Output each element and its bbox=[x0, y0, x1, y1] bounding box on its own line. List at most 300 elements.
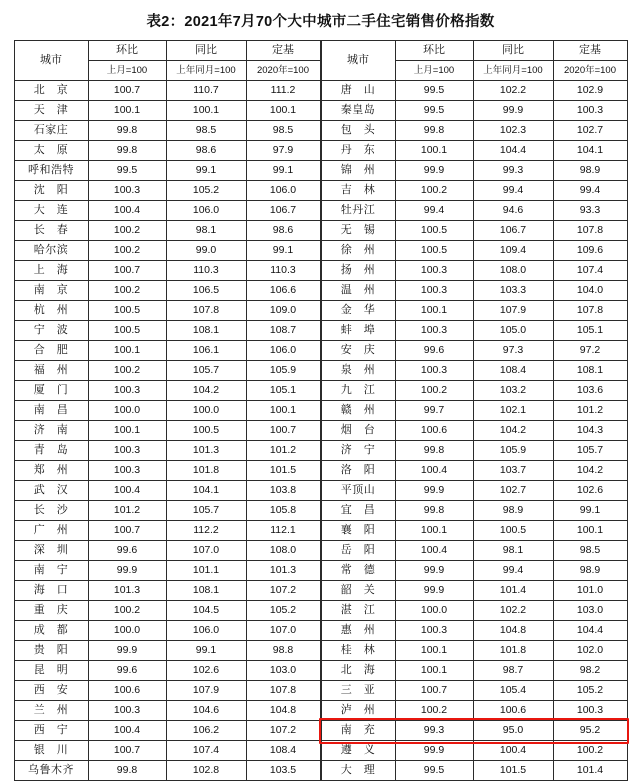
table-row bbox=[321, 101, 627, 121]
cell-fixed: 103.6 bbox=[553, 381, 627, 401]
cell-mom: 100.3 bbox=[395, 621, 473, 641]
table-row bbox=[321, 601, 627, 621]
cell-city: 南 充 bbox=[321, 721, 395, 741]
cell-fixed: 101.3 bbox=[246, 561, 320, 581]
cell-city: 温 州 bbox=[321, 281, 395, 301]
cell-mom: 100.5 bbox=[395, 221, 473, 241]
table-row bbox=[14, 141, 320, 161]
table-row bbox=[321, 81, 627, 101]
cell-fixed: 102.9 bbox=[553, 81, 627, 101]
table-row bbox=[321, 181, 627, 201]
cell-yoy: 110.7 bbox=[166, 81, 246, 101]
table-row bbox=[14, 621, 320, 641]
cell-mom: 100.3 bbox=[88, 441, 166, 461]
cell-city: 安 庆 bbox=[321, 341, 395, 361]
header-sub-mom-left: 上月=100 bbox=[88, 61, 166, 81]
cell-city: 湛 江 bbox=[321, 601, 395, 621]
cell-fixed: 107.4 bbox=[553, 261, 627, 281]
cell-fixed: 100.1 bbox=[246, 101, 320, 121]
table-head-left bbox=[14, 41, 320, 81]
table-row bbox=[321, 721, 627, 741]
cell-fixed: 99.1 bbox=[246, 161, 320, 181]
table-row bbox=[321, 441, 627, 461]
cell-city: 常 德 bbox=[321, 561, 395, 581]
cell-fixed: 103.8 bbox=[246, 481, 320, 501]
cell-fixed: 99.1 bbox=[553, 501, 627, 521]
cell-mom: 100.2 bbox=[88, 601, 166, 621]
cell-fixed: 97.9 bbox=[246, 141, 320, 161]
cell-yoy: 98.9 bbox=[473, 501, 553, 521]
cell-mom: 99.9 bbox=[395, 581, 473, 601]
cell-mom: 100.5 bbox=[88, 301, 166, 321]
cell-mom: 100.7 bbox=[88, 81, 166, 101]
cell-fixed: 98.8 bbox=[246, 641, 320, 661]
cell-mom: 100.1 bbox=[88, 101, 166, 121]
cell-yoy: 102.8 bbox=[166, 761, 246, 781]
cell-city: 武 汉 bbox=[14, 481, 88, 501]
cell-yoy: 102.2 bbox=[473, 81, 553, 101]
table-row bbox=[14, 301, 320, 321]
header-group-fixed-right: 定基 bbox=[553, 41, 627, 61]
cell-fixed: 103.5 bbox=[246, 761, 320, 781]
table-row bbox=[321, 561, 627, 581]
cell-fixed: 100.3 bbox=[553, 101, 627, 121]
cell-yoy: 102.6 bbox=[166, 661, 246, 681]
cell-city: 上 海 bbox=[14, 261, 88, 281]
cell-fixed: 106.6 bbox=[246, 281, 320, 301]
table-row bbox=[321, 141, 627, 161]
table-row bbox=[14, 701, 320, 721]
cell-city: 北 海 bbox=[321, 661, 395, 681]
cell-fixed: 99.1 bbox=[246, 241, 320, 261]
cell-city: 杭 州 bbox=[14, 301, 88, 321]
cell-yoy: 99.3 bbox=[473, 161, 553, 181]
cell-mom: 100.1 bbox=[395, 141, 473, 161]
table-row bbox=[321, 681, 627, 701]
cell-yoy: 105.4 bbox=[473, 681, 553, 701]
cell-yoy: 104.8 bbox=[473, 621, 553, 641]
cell-yoy: 97.3 bbox=[473, 341, 553, 361]
table-row bbox=[321, 321, 627, 341]
cell-city: 西 宁 bbox=[14, 721, 88, 741]
cell-mom: 100.1 bbox=[395, 641, 473, 661]
cell-mom: 100.7 bbox=[88, 261, 166, 281]
table-row bbox=[321, 241, 627, 261]
cell-yoy: 101.3 bbox=[166, 441, 246, 461]
cell-fixed: 93.3 bbox=[553, 201, 627, 221]
cell-fixed: 102.6 bbox=[553, 481, 627, 501]
table-row bbox=[321, 421, 627, 441]
cell-fixed: 101.2 bbox=[553, 401, 627, 421]
cell-mom: 99.9 bbox=[395, 481, 473, 501]
cell-city: 北 京 bbox=[14, 81, 88, 101]
cell-fixed: 101.4 bbox=[553, 761, 627, 781]
cell-yoy: 104.1 bbox=[166, 481, 246, 501]
cell-fixed: 107.0 bbox=[246, 621, 320, 641]
cell-city: 唐 山 bbox=[321, 81, 395, 101]
cell-city: 厦 门 bbox=[14, 381, 88, 401]
cell-fixed: 98.5 bbox=[553, 541, 627, 561]
cell-yoy: 108.1 bbox=[166, 581, 246, 601]
cell-fixed: 101.0 bbox=[553, 581, 627, 601]
cell-yoy: 108.0 bbox=[473, 261, 553, 281]
cell-yoy: 99.4 bbox=[473, 181, 553, 201]
price-index-table-left bbox=[14, 40, 321, 781]
cell-city: 海 口 bbox=[14, 581, 88, 601]
cell-mom: 100.3 bbox=[88, 461, 166, 481]
cell-yoy: 108.1 bbox=[166, 321, 246, 341]
cell-city: 南 宁 bbox=[14, 561, 88, 581]
cell-yoy: 112.2 bbox=[166, 521, 246, 541]
cell-mom: 101.2 bbox=[88, 501, 166, 521]
cell-mom: 100.1 bbox=[395, 521, 473, 541]
cell-fixed: 104.1 bbox=[553, 141, 627, 161]
table-row bbox=[321, 661, 627, 681]
cell-mom: 100.3 bbox=[395, 361, 473, 381]
table-row bbox=[14, 601, 320, 621]
cell-city: 牡丹江 bbox=[321, 201, 395, 221]
cell-mom: 100.5 bbox=[395, 241, 473, 261]
table-row bbox=[14, 381, 320, 401]
cell-yoy: 98.5 bbox=[166, 121, 246, 141]
table-row bbox=[14, 521, 320, 541]
cell-yoy: 106.0 bbox=[166, 621, 246, 641]
cell-fixed: 98.6 bbox=[246, 221, 320, 241]
table-row bbox=[321, 281, 627, 301]
cell-fixed: 100.7 bbox=[246, 421, 320, 441]
cell-yoy: 106.5 bbox=[166, 281, 246, 301]
cell-yoy: 98.1 bbox=[473, 541, 553, 561]
table-row bbox=[321, 301, 627, 321]
cell-city: 桂 林 bbox=[321, 641, 395, 661]
cell-fixed: 105.2 bbox=[246, 601, 320, 621]
cell-mom: 99.9 bbox=[395, 161, 473, 181]
cell-fixed: 101.2 bbox=[246, 441, 320, 461]
table-row bbox=[321, 381, 627, 401]
cell-mom: 99.9 bbox=[395, 561, 473, 581]
cell-fixed: 102.7 bbox=[553, 121, 627, 141]
cell-city: 金 华 bbox=[321, 301, 395, 321]
table-row bbox=[14, 401, 320, 421]
header-city-left: 城市 bbox=[14, 41, 88, 81]
cell-fixed: 101.5 bbox=[246, 461, 320, 481]
cell-yoy: 101.5 bbox=[473, 761, 553, 781]
header-group-yoy-left: 同比 bbox=[166, 41, 246, 61]
cell-yoy: 99.1 bbox=[166, 641, 246, 661]
cell-yoy: 98.6 bbox=[166, 141, 246, 161]
table-row bbox=[14, 361, 320, 381]
cell-mom: 99.5 bbox=[88, 161, 166, 181]
header-sub-fixed-left: 2020年=100 bbox=[246, 61, 320, 81]
cell-mom: 100.0 bbox=[395, 601, 473, 621]
table-row bbox=[14, 201, 320, 221]
cell-fixed: 108.0 bbox=[246, 541, 320, 561]
cell-city: 成 都 bbox=[14, 621, 88, 641]
cell-yoy: 104.5 bbox=[166, 601, 246, 621]
cell-fixed: 98.2 bbox=[553, 661, 627, 681]
cell-city: 蚌 埠 bbox=[321, 321, 395, 341]
cell-mom: 100.2 bbox=[88, 281, 166, 301]
cell-city: 呼和浩特 bbox=[14, 161, 88, 181]
cell-yoy: 100.5 bbox=[473, 521, 553, 541]
table-row bbox=[321, 401, 627, 421]
cell-yoy: 105.9 bbox=[473, 441, 553, 461]
header-group-mom-left: 环比 bbox=[88, 41, 166, 61]
cell-city: 包 头 bbox=[321, 121, 395, 141]
cell-fixed: 104.4 bbox=[553, 621, 627, 641]
cell-city: 大 理 bbox=[321, 761, 395, 781]
cell-city: 合 肥 bbox=[14, 341, 88, 361]
table-row bbox=[14, 321, 320, 341]
cell-city: 大 连 bbox=[14, 201, 88, 221]
cell-city: 贵 阳 bbox=[14, 641, 88, 661]
table-row bbox=[321, 461, 627, 481]
table-row bbox=[14, 441, 320, 461]
cell-city: 泉 州 bbox=[321, 361, 395, 381]
cell-city: 济 宁 bbox=[321, 441, 395, 461]
cell-city: 福 州 bbox=[14, 361, 88, 381]
cell-fixed: 107.8 bbox=[553, 221, 627, 241]
cell-mom: 99.4 bbox=[395, 201, 473, 221]
header-group-mom-right: 环比 bbox=[395, 41, 473, 61]
cell-mom: 100.4 bbox=[88, 481, 166, 501]
cell-mom: 100.1 bbox=[88, 421, 166, 441]
table-row bbox=[321, 541, 627, 561]
cell-mom: 99.5 bbox=[395, 81, 473, 101]
table-row bbox=[14, 101, 320, 121]
cell-city: 哈尔滨 bbox=[14, 241, 88, 261]
cell-mom: 99.6 bbox=[395, 341, 473, 361]
table-row bbox=[321, 361, 627, 381]
cell-yoy: 102.1 bbox=[473, 401, 553, 421]
table-row bbox=[321, 521, 627, 541]
cell-mom: 101.3 bbox=[88, 581, 166, 601]
cell-mom: 99.5 bbox=[395, 761, 473, 781]
table-row bbox=[14, 481, 320, 501]
cell-yoy: 107.8 bbox=[166, 301, 246, 321]
cell-yoy: 105.7 bbox=[166, 501, 246, 521]
cell-yoy: 101.8 bbox=[166, 461, 246, 481]
cell-fixed: 105.7 bbox=[553, 441, 627, 461]
table-row bbox=[14, 501, 320, 521]
cell-fixed: 100.2 bbox=[553, 741, 627, 761]
header-sub-fixed-right: 2020年=100 bbox=[553, 61, 627, 81]
cell-mom: 99.9 bbox=[88, 561, 166, 581]
cell-mom: 99.8 bbox=[395, 501, 473, 521]
cell-yoy: 102.2 bbox=[473, 601, 553, 621]
table-row bbox=[321, 221, 627, 241]
header-group-yoy-right: 同比 bbox=[473, 41, 553, 61]
cell-city: 银 川 bbox=[14, 741, 88, 761]
cell-city: 无 锡 bbox=[321, 221, 395, 241]
cell-yoy: 99.9 bbox=[473, 101, 553, 121]
cell-yoy: 104.2 bbox=[166, 381, 246, 401]
page-title: 表2：2021年7月70个大中城市二手住宅销售价格指数 bbox=[146, 14, 495, 30]
table-row bbox=[14, 661, 320, 681]
cell-city: 遵 义 bbox=[321, 741, 395, 761]
cell-city: 太 原 bbox=[14, 141, 88, 161]
cell-mom: 100.2 bbox=[88, 361, 166, 381]
cell-city: 赣 州 bbox=[321, 401, 395, 421]
cell-mom: 100.0 bbox=[88, 401, 166, 421]
cell-mom: 100.4 bbox=[395, 461, 473, 481]
cell-mom: 99.8 bbox=[88, 141, 166, 161]
header-row-group-left bbox=[14, 41, 320, 61]
table-row bbox=[14, 741, 320, 761]
table-row bbox=[14, 221, 320, 241]
table-body-right bbox=[321, 81, 627, 781]
cell-yoy: 109.4 bbox=[473, 241, 553, 261]
table-row bbox=[321, 501, 627, 521]
cell-yoy: 100.6 bbox=[473, 701, 553, 721]
cell-city: 徐 州 bbox=[321, 241, 395, 261]
cell-fixed: 103.0 bbox=[246, 661, 320, 681]
cell-fixed: 110.3 bbox=[246, 261, 320, 281]
cell-yoy: 107.9 bbox=[166, 681, 246, 701]
cell-fixed: 107.2 bbox=[246, 721, 320, 741]
cell-yoy: 99.4 bbox=[473, 561, 553, 581]
cell-city: 郑 州 bbox=[14, 461, 88, 481]
cell-yoy: 100.5 bbox=[166, 421, 246, 441]
cell-fixed: 108.7 bbox=[246, 321, 320, 341]
cell-mom: 99.9 bbox=[395, 741, 473, 761]
cell-city: 长 春 bbox=[14, 221, 88, 241]
cell-city: 烟 台 bbox=[321, 421, 395, 441]
table-row bbox=[14, 241, 320, 261]
table-row bbox=[14, 281, 320, 301]
cell-fixed: 103.0 bbox=[553, 601, 627, 621]
cell-city: 扬 州 bbox=[321, 261, 395, 281]
cell-yoy: 102.3 bbox=[473, 121, 553, 141]
header-row-group-right bbox=[321, 41, 627, 61]
cell-yoy: 94.6 bbox=[473, 201, 553, 221]
cell-mom: 100.3 bbox=[395, 281, 473, 301]
cell-yoy: 100.1 bbox=[166, 101, 246, 121]
table-row bbox=[321, 121, 627, 141]
cell-city: 兰 州 bbox=[14, 701, 88, 721]
cell-mom: 100.4 bbox=[88, 201, 166, 221]
table-row bbox=[14, 541, 320, 561]
cell-fixed: 102.0 bbox=[553, 641, 627, 661]
header-group-fixed-left: 定基 bbox=[246, 41, 320, 61]
cell-mom: 99.3 bbox=[395, 721, 473, 741]
cell-fixed: 112.1 bbox=[246, 521, 320, 541]
table-row bbox=[321, 741, 627, 761]
cell-mom: 99.9 bbox=[88, 641, 166, 661]
cell-mom: 100.4 bbox=[395, 541, 473, 561]
cell-mom: 99.8 bbox=[88, 761, 166, 781]
cell-fixed: 106.0 bbox=[246, 341, 320, 361]
cell-yoy: 98.7 bbox=[473, 661, 553, 681]
cell-fixed: 107.8 bbox=[553, 301, 627, 321]
cell-city: 秦皇岛 bbox=[321, 101, 395, 121]
cell-yoy: 102.7 bbox=[473, 481, 553, 501]
cell-yoy: 108.4 bbox=[473, 361, 553, 381]
cell-mom: 100.2 bbox=[88, 221, 166, 241]
table-row bbox=[14, 261, 320, 281]
cell-mom: 100.3 bbox=[88, 381, 166, 401]
cell-yoy: 101.1 bbox=[166, 561, 246, 581]
cell-mom: 100.4 bbox=[88, 721, 166, 741]
cell-city: 重 庆 bbox=[14, 601, 88, 621]
table-row bbox=[14, 461, 320, 481]
table-head-right bbox=[321, 41, 627, 81]
cell-fixed: 108.1 bbox=[553, 361, 627, 381]
table-row bbox=[14, 681, 320, 701]
table-row bbox=[14, 81, 320, 101]
cell-mom: 99.8 bbox=[88, 121, 166, 141]
cell-city: 南 昌 bbox=[14, 401, 88, 421]
cell-mom: 100.2 bbox=[395, 181, 473, 201]
cell-mom: 100.6 bbox=[395, 421, 473, 441]
cell-fixed: 105.1 bbox=[246, 381, 320, 401]
price-index-table-right bbox=[321, 40, 628, 781]
cell-city: 平顶山 bbox=[321, 481, 395, 501]
cell-fixed: 105.1 bbox=[553, 321, 627, 341]
table-row bbox=[14, 421, 320, 441]
table-row bbox=[14, 341, 320, 361]
cell-mom: 99.6 bbox=[88, 661, 166, 681]
cell-yoy: 103.3 bbox=[473, 281, 553, 301]
cell-yoy: 106.2 bbox=[166, 721, 246, 741]
cell-city: 沈 阳 bbox=[14, 181, 88, 201]
cell-fixed: 109.0 bbox=[246, 301, 320, 321]
cell-fixed: 98.5 bbox=[246, 121, 320, 141]
cell-mom: 100.2 bbox=[395, 701, 473, 721]
cell-city: 深 圳 bbox=[14, 541, 88, 561]
cell-fixed: 97.2 bbox=[553, 341, 627, 361]
cell-city: 青 岛 bbox=[14, 441, 88, 461]
cell-mom: 100.2 bbox=[395, 381, 473, 401]
cell-city: 石家庄 bbox=[14, 121, 88, 141]
table-row bbox=[321, 201, 627, 221]
cell-fixed: 104.2 bbox=[553, 461, 627, 481]
cell-city: 昆 明 bbox=[14, 661, 88, 681]
cell-fixed: 105.2 bbox=[553, 681, 627, 701]
cell-city: 襄 阳 bbox=[321, 521, 395, 541]
cell-mom: 100.3 bbox=[395, 261, 473, 281]
cell-fixed: 107.2 bbox=[246, 581, 320, 601]
cell-fixed: 104.3 bbox=[553, 421, 627, 441]
cell-yoy: 104.6 bbox=[166, 701, 246, 721]
table-row bbox=[14, 121, 320, 141]
table-row bbox=[14, 561, 320, 581]
table-row bbox=[321, 581, 627, 601]
cell-fixed: 106.7 bbox=[246, 201, 320, 221]
cell-mom: 100.7 bbox=[88, 741, 166, 761]
cell-fixed: 104.8 bbox=[246, 701, 320, 721]
table-row bbox=[14, 721, 320, 741]
table-row bbox=[14, 181, 320, 201]
cell-city: 吉 林 bbox=[321, 181, 395, 201]
cell-fixed: 106.0 bbox=[246, 181, 320, 201]
header-sub-yoy-left: 上年同月=100 bbox=[166, 61, 246, 81]
table-row bbox=[321, 761, 627, 781]
cell-mom: 100.3 bbox=[88, 181, 166, 201]
cell-city: 锦 州 bbox=[321, 161, 395, 181]
cell-city: 韶 关 bbox=[321, 581, 395, 601]
cell-mom: 100.6 bbox=[88, 681, 166, 701]
cell-city: 南 京 bbox=[14, 281, 88, 301]
cell-mom: 99.7 bbox=[395, 401, 473, 421]
cell-mom: 99.6 bbox=[88, 541, 166, 561]
cell-mom: 99.5 bbox=[395, 101, 473, 121]
cell-fixed: 104.0 bbox=[553, 281, 627, 301]
cell-yoy: 106.1 bbox=[166, 341, 246, 361]
cell-fixed: 107.8 bbox=[246, 681, 320, 701]
cell-city: 宜 昌 bbox=[321, 501, 395, 521]
cell-mom: 100.1 bbox=[88, 341, 166, 361]
